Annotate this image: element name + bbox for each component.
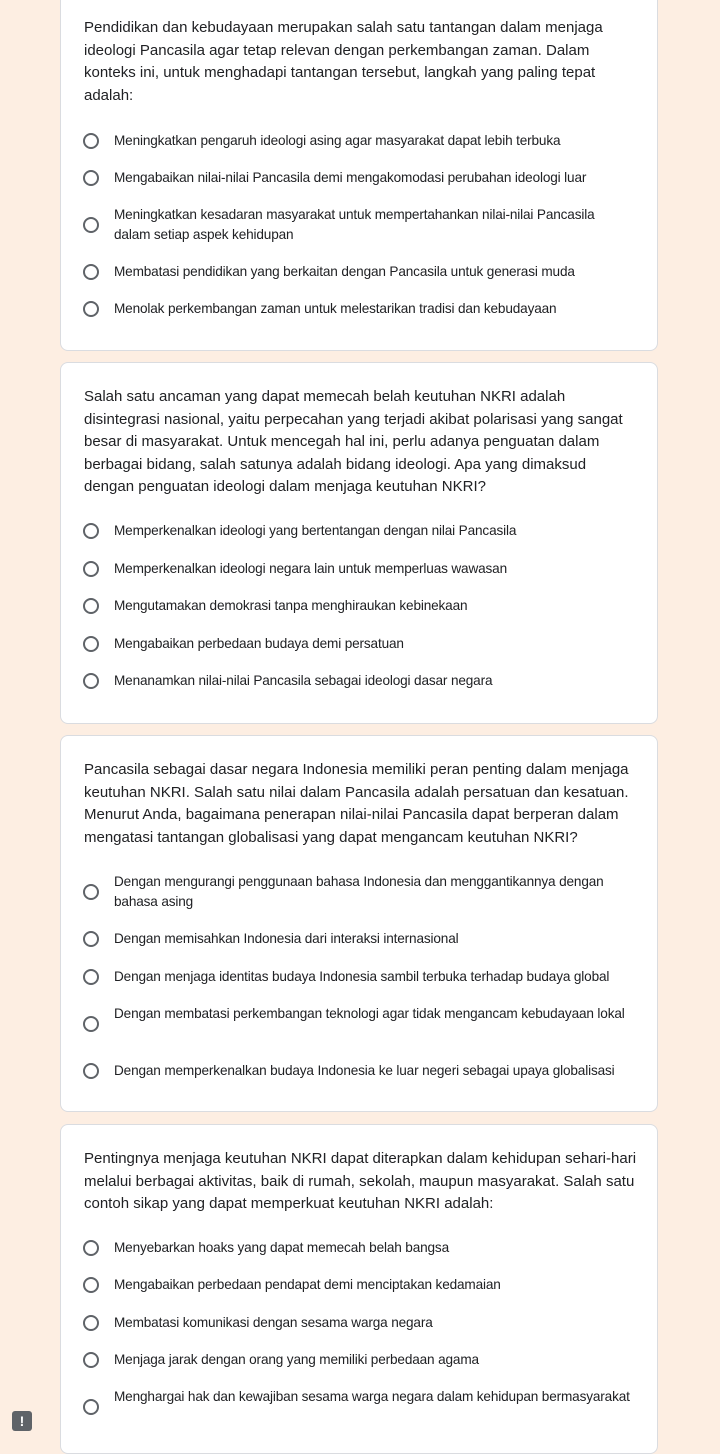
option-4[interactable] [83, 262, 643, 282]
report-problem-button[interactable] [12, 1411, 32, 1431]
option-2[interactable] [83, 929, 643, 949]
option-3[interactable] [83, 1313, 643, 1333]
option-2[interactable] [83, 1275, 643, 1295]
question-text: Pendidikan dan kebudayaan merupakan salah satu tantangan dalam menjaga ideologi Pancasila agar tetap relevan dengan perkembangan zaman. Dalam konteks ini, untuk menghadapi tantangan tersebut, langkah yang paling tepat adalah: [84, 19, 603, 104]
option-label: Memperkenalkan ideologi negara lain untuk memperluas wawasan [114, 561, 507, 576]
option-5[interactable] [83, 1061, 643, 1081]
radio-button[interactable] [83, 969, 99, 985]
question-text: Salah satu ancaman yang dapat memecah belah keutuhan NKRI adalah disintegrasi nasional, yaitu perpecahan yang terjadi akibat polarisasi yang sangat besar di masyarakat. Untuk mencegah hal ini, perlu adanya penguatan dalam berbagai bidang, salah satunya adalah bidang ideologi. Apa yang dimaksud dengan penguatan ideologi dalam menjaga keutuhan NKRI? [84, 388, 623, 495]
radio-button[interactable] [83, 523, 99, 539]
option-4[interactable] [83, 1004, 643, 1044]
option-3[interactable] [83, 596, 643, 616]
radio-button[interactable] [83, 1352, 99, 1368]
radio-button[interactable] [83, 561, 99, 577]
option-label: Membatasi pendidikan yang berkaitan dengan Pancasila untuk generasi muda [114, 264, 575, 279]
radio-button[interactable] [83, 133, 99, 149]
option-label: Mengabaikan perbedaan budaya demi persatuan [114, 636, 404, 651]
option-label: Menjaga jarak dengan orang yang memiliki perbedaan agama [114, 1352, 479, 1367]
option-label: Menyebarkan hoaks yang dapat memecah belah bangsa [114, 1240, 449, 1255]
option-label: Dengan menjaga identitas budaya Indonesia sambil terbuka terhadap budaya global [114, 969, 610, 984]
radio-button[interactable] [83, 636, 99, 652]
option-5[interactable] [83, 1387, 643, 1427]
option-label: Dengan memisahkan Indonesia dari interaksi internasional [114, 931, 459, 946]
option-label: Dengan memperkenalkan budaya Indonesia ke luar negeri sebagai upaya globalisasi [114, 1063, 615, 1078]
radio-button[interactable] [83, 217, 99, 233]
radio-button[interactable] [83, 884, 99, 900]
question-card-1 [60, 0, 658, 351]
option-4[interactable] [83, 1350, 643, 1370]
radio-button[interactable] [83, 301, 99, 317]
option-5[interactable] [83, 299, 643, 319]
question-text: Pentingnya menjaga keutuhan NKRI dapat diterapkan dalam kehidupan sehari-hari melalui berbagai aktivitas, baik di rumah, sekolah, maupun masyarakat. Salah satu contoh sikap yang dapat memperkuat keutuhan NKRI adalah: [84, 1150, 637, 1212]
option-label: Dengan mengurangi penggunaan bahasa Indonesia dan menggantikannya dengan bahasa asing [114, 874, 604, 909]
option-label: Membatasi komunikasi dengan sesama warga negara [114, 1315, 433, 1330]
exclamation-icon: ! [19, 1413, 25, 1429]
option-5[interactable] [83, 671, 643, 691]
radio-button[interactable] [83, 1016, 99, 1032]
radio-button[interactable] [83, 673, 99, 689]
option-3[interactable] [83, 967, 643, 987]
option-label: Dengan membatasi perkembangan teknologi agar tidak mengancam kebudayaan lokal [114, 1006, 625, 1021]
radio-button[interactable] [83, 931, 99, 947]
radio-button[interactable] [83, 1277, 99, 1293]
radio-button[interactable] [83, 1240, 99, 1256]
radio-button[interactable] [83, 1399, 99, 1415]
option-4[interactable] [83, 634, 643, 654]
radio-button[interactable] [83, 1315, 99, 1331]
question-card-3 [60, 735, 658, 1112]
option-1[interactable] [83, 521, 643, 541]
option-label: Menolak perkembangan zaman untuk melestarikan tradisi dan kebudayaan [114, 301, 557, 316]
option-label: Meningkatkan pengaruh ideologi asing agar masyarakat dapat lebih terbuka [114, 133, 561, 148]
radio-button[interactable] [83, 264, 99, 280]
option-1[interactable] [83, 872, 643, 912]
option-label: Meningkatkan kesadaran masyarakat untuk mempertahankan nilai-nilai Pancasila dalam setiap aspek kehidupan [114, 207, 595, 242]
option-2[interactable] [83, 559, 643, 579]
option-label: Mengabaikan perbedaan pendapat demi menciptakan kedamaian [114, 1277, 501, 1292]
option-label: Menghargai hak dan kewajiban sesama warga negara dalam kehidupan bermasyarakat [114, 1389, 630, 1404]
radio-button[interactable] [83, 1063, 99, 1079]
question-text: Pancasila sebagai dasar negara Indonesia memiliki peran penting dalam menjaga keutuhan NKRI. Salah satu nilai dalam Pancasila adalah persatuan dan kesatuan. Menurut Anda, bagaimana penerapan nilai-nilai Pancasila dapat berperan dalam mengatasi tantangan globalisasi yang dapat mengancam keutuhan NKRI? [84, 761, 629, 846]
option-label: Menanamkan nilai-nilai Pancasila sebagai ideologi dasar negara [114, 673, 493, 688]
question-card-2 [60, 362, 658, 724]
option-label: Memperkenalkan ideologi yang bertentangan dengan nilai Pancasila [114, 523, 517, 538]
radio-button[interactable] [83, 170, 99, 186]
option-label: Mengutamakan demokrasi tanpa menghiraukan kebinekaan [114, 598, 468, 613]
question-card-4 [60, 1124, 658, 1454]
radio-button[interactable] [83, 598, 99, 614]
option-1[interactable] [83, 1238, 643, 1258]
option-label: Mengabaikan nilai-nilai Pancasila demi mengakomodasi perubahan ideologi luar [114, 170, 587, 185]
option-1[interactable] [83, 131, 643, 151]
option-2[interactable] [83, 168, 643, 188]
option-3[interactable] [83, 205, 643, 245]
